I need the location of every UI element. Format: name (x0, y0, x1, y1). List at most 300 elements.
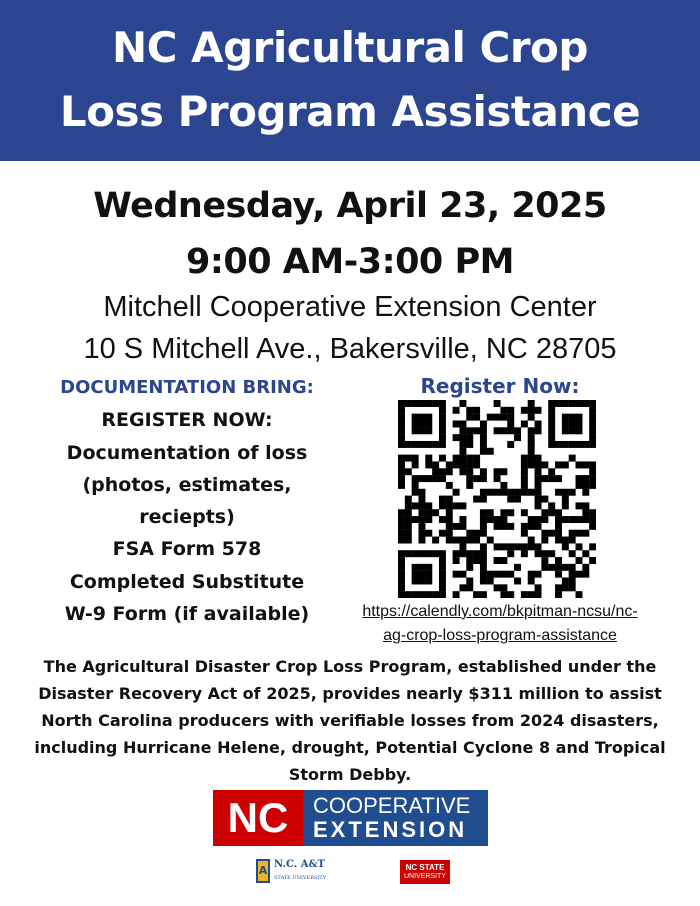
qr-module (562, 400, 569, 407)
qr-module (562, 420, 569, 427)
qr-module (589, 441, 596, 448)
venue: Mitchell Cooperative Extension Center (103, 291, 597, 323)
qr-module (439, 475, 446, 482)
qr-module (548, 420, 555, 427)
qr-module (569, 427, 576, 434)
qr-module (548, 509, 555, 516)
qr-module (412, 502, 419, 509)
qr-module (535, 482, 542, 489)
qr-module (500, 591, 507, 598)
qr-module (569, 455, 576, 462)
qr-module (541, 537, 548, 544)
qr-module (480, 578, 487, 585)
qr-module (425, 530, 432, 537)
qr-module (507, 571, 514, 578)
qr-module (439, 468, 446, 475)
qr-module (500, 523, 507, 530)
qr-module (453, 591, 460, 598)
qr-module (466, 475, 473, 482)
qr-module (473, 455, 480, 462)
qr-module (548, 400, 555, 407)
qr-module (398, 468, 405, 475)
register-section (340, 372, 660, 648)
qr-module (500, 427, 507, 434)
qr-module (418, 420, 425, 427)
qr-module (412, 550, 419, 557)
qr-module (507, 407, 514, 414)
qr-module (576, 420, 583, 427)
qr-module (487, 414, 494, 421)
qr-module (521, 468, 528, 475)
qr-module (569, 537, 576, 544)
qr-module (507, 441, 514, 448)
qr-module (589, 516, 596, 523)
nc-mark: NC (213, 790, 303, 846)
qr-module (439, 516, 446, 523)
qr-module (473, 537, 480, 544)
qr-module (500, 489, 507, 496)
qr-module (432, 591, 439, 598)
qr-module (487, 516, 494, 523)
qr-module (418, 414, 425, 421)
qr-module (439, 441, 446, 448)
qr-module (480, 496, 487, 503)
qr-module (466, 455, 473, 462)
qr-module (528, 434, 535, 441)
qr-module (446, 496, 453, 503)
qr-module (569, 489, 576, 496)
qr-module (555, 591, 562, 598)
event-location (0, 286, 700, 370)
qr-module (466, 468, 473, 475)
qr-module (473, 414, 480, 421)
qr-module (562, 441, 569, 448)
qr-module (405, 400, 412, 407)
qr-module (473, 427, 480, 434)
qr-module (548, 564, 555, 571)
qr-module (425, 455, 432, 462)
qr-module (555, 475, 562, 482)
qr-module (494, 489, 501, 496)
qr-module (541, 564, 548, 571)
qr-module (582, 564, 589, 571)
qr-module (507, 420, 514, 427)
qr-module (480, 441, 487, 448)
aandt-icon: A (256, 859, 270, 883)
qr-module (535, 543, 542, 550)
qr-module (576, 557, 583, 564)
title-line-1: NC Agricultural Crop (112, 23, 588, 72)
qr-module (425, 509, 432, 516)
qr-module (398, 434, 405, 441)
qr-module (555, 509, 562, 516)
qr-module (473, 475, 480, 482)
qr-module (562, 414, 569, 421)
qr-module (555, 461, 562, 468)
qr-module (548, 441, 555, 448)
qr-module (569, 516, 576, 523)
qr-module (521, 407, 528, 414)
qr-module (398, 557, 405, 564)
qr-module (535, 420, 542, 427)
qr-module (405, 468, 412, 475)
qr-module (459, 420, 466, 427)
qr-module (535, 489, 542, 496)
qr-module (548, 434, 555, 441)
qr-module (398, 400, 405, 407)
qr-module (459, 448, 466, 455)
qr-module (507, 427, 514, 434)
qr-module (494, 543, 501, 550)
qr-module (582, 400, 589, 407)
qr-module (500, 584, 507, 591)
qr-module (576, 482, 583, 489)
qr-module (412, 414, 419, 421)
qr-module (541, 530, 548, 537)
qr-module (418, 427, 425, 434)
qr-module (487, 578, 494, 585)
qr-module (459, 455, 466, 462)
qr-module (459, 427, 466, 434)
qr-module (535, 407, 542, 414)
qr-module (535, 584, 542, 591)
qr-module (500, 482, 507, 489)
qr-module (453, 537, 460, 544)
qr-module (473, 557, 480, 564)
qr-module (480, 557, 487, 564)
qr-module (398, 475, 405, 482)
qr-module (576, 571, 583, 578)
qr-module (494, 475, 501, 482)
qr-module (466, 414, 473, 421)
qr-module (521, 489, 528, 496)
url-line-1[interactable]: https://calendly.com/bkpitman-ncsu/nc- (362, 603, 638, 620)
qr-module (480, 420, 487, 427)
qr-module (418, 571, 425, 578)
qr-module (528, 516, 535, 523)
qr-module (576, 400, 583, 407)
qr-module (582, 475, 589, 482)
aandt-name: N.C. A&T (274, 858, 325, 870)
doc-item: FSA Form 578 (112, 538, 262, 561)
qr-module (418, 475, 425, 482)
qr-code[interactable] (398, 400, 596, 598)
url-line-2[interactable]: ag-crop-loss-program-assistance (383, 627, 617, 644)
qr-module (548, 550, 555, 557)
qr-module (432, 537, 439, 544)
qr-module (562, 516, 569, 523)
qr-module (576, 543, 583, 550)
program-description: The Agricultural Disaster Crop Loss Program, established under the Disaster Recovery Act of 2025, provides nearly $311 million to assist North Carolina producers with verifiable losses from 2024 disasters, including Hurricane Helene, drought, Potential Cyclone 8 and Tropical Storm Debby. (34, 657, 666, 784)
qr-module (500, 516, 507, 523)
qr-module (569, 571, 576, 578)
address: 10 S Mitchell Ave., Bakersville, NC 28705 (83, 333, 617, 365)
qr-module (480, 530, 487, 537)
qr-module (480, 516, 487, 523)
qr-module (589, 509, 596, 516)
qr-module (459, 502, 466, 509)
qr-module (425, 414, 432, 421)
qr-module (576, 516, 583, 523)
qr-module (562, 461, 569, 468)
qr-module (514, 578, 521, 585)
register-heading: Register Now: (420, 374, 580, 398)
nc-aandt-logo (256, 859, 326, 883)
qr-module (412, 461, 419, 468)
qr-module (405, 509, 412, 516)
qr-module (466, 537, 473, 544)
qr-module (446, 502, 453, 509)
qr-module (466, 557, 473, 564)
qr-module (466, 530, 473, 537)
qr-module (459, 468, 466, 475)
qr-module (446, 530, 453, 537)
qr-module (535, 571, 542, 578)
qr-module (507, 414, 514, 421)
registration-link[interactable] (340, 600, 660, 648)
qr-module (439, 550, 446, 557)
qr-module (473, 530, 480, 537)
qr-module (541, 461, 548, 468)
qr-module (398, 537, 405, 544)
qr-module (562, 496, 569, 503)
qr-module (398, 571, 405, 578)
qr-module (528, 455, 535, 462)
qr-module (412, 591, 419, 598)
qr-module (459, 461, 466, 468)
qr-module (412, 516, 419, 523)
qr-module (473, 496, 480, 503)
qr-module (480, 468, 487, 475)
qr-module (528, 578, 535, 585)
qr-module (507, 523, 514, 530)
qr-module (412, 578, 419, 585)
qr-module (418, 578, 425, 585)
qr-module (446, 537, 453, 544)
qr-module (425, 427, 432, 434)
qr-module (453, 489, 460, 496)
qr-module (418, 550, 425, 557)
qr-module (494, 427, 501, 434)
nc-state-logo (400, 860, 450, 884)
qr-module (514, 496, 521, 503)
qr-module (500, 543, 507, 550)
qr-module (439, 407, 446, 414)
qr-module (521, 523, 528, 530)
qr-module (494, 584, 501, 591)
qr-module (398, 482, 405, 489)
qr-module (439, 584, 446, 591)
qr-module (405, 441, 412, 448)
qr-module (582, 550, 589, 557)
qr-module (582, 530, 589, 537)
qr-module (521, 461, 528, 468)
qr-module (398, 584, 405, 591)
qr-module (507, 550, 514, 557)
qr-module (459, 441, 466, 448)
qr-module (528, 523, 535, 530)
qr-module (555, 537, 562, 544)
qr-module (562, 578, 569, 585)
qr-module (466, 584, 473, 591)
qr-module (453, 557, 460, 564)
qr-module (398, 591, 405, 598)
qr-module (418, 537, 425, 544)
qr-module (480, 434, 487, 441)
qr-module (555, 516, 562, 523)
qr-module (555, 400, 562, 407)
qr-module (418, 489, 425, 496)
qr-module (494, 523, 501, 530)
qr-module (425, 502, 432, 509)
qr-module (528, 543, 535, 550)
qr-module (548, 427, 555, 434)
qr-module (432, 468, 439, 475)
qr-module (521, 455, 528, 462)
qr-module (453, 420, 460, 427)
qr-module (412, 455, 419, 462)
qr-module (453, 455, 460, 462)
event-time: 9:00 AM-3:00 PM (186, 242, 514, 282)
qr-module (480, 475, 487, 482)
qr-module (425, 461, 432, 468)
qr-module (425, 578, 432, 585)
qr-module (576, 414, 583, 421)
qr-module (412, 420, 419, 427)
qr-module (535, 550, 542, 557)
qr-module (500, 509, 507, 516)
qr-module (548, 414, 555, 421)
qr-module (453, 550, 460, 557)
qr-module (576, 475, 583, 482)
qr-module (405, 550, 412, 557)
qr-module (480, 571, 487, 578)
doc-item: Completed Substitute (69, 570, 305, 593)
qr-module (446, 468, 453, 475)
qr-module (425, 516, 432, 523)
qr-module (507, 509, 514, 516)
qr-module (582, 461, 589, 468)
qr-module (405, 591, 412, 598)
qr-module (480, 550, 487, 557)
qr-module (453, 502, 460, 509)
qr-module (521, 550, 528, 557)
qr-module (494, 400, 501, 407)
ext-text: EXTENSION (313, 817, 468, 842)
qr-module (466, 578, 473, 585)
qr-module (535, 475, 542, 482)
qr-module (398, 441, 405, 448)
qr-module (555, 557, 562, 564)
qr-module (487, 509, 494, 516)
qr-module (432, 509, 439, 516)
qr-module (418, 509, 425, 516)
qr-module (439, 530, 446, 537)
qr-module (418, 591, 425, 598)
qr-module (398, 578, 405, 585)
qr-module (418, 400, 425, 407)
qr-module (446, 516, 453, 523)
qr-module (425, 564, 432, 571)
qr-module (487, 537, 494, 544)
qr-module (541, 496, 548, 503)
qr-module (439, 571, 446, 578)
ncstate-sub: UNIVERSITY (403, 873, 446, 880)
qr-module (589, 414, 596, 421)
qr-module (541, 550, 548, 557)
qr-module (418, 441, 425, 448)
qr-module (425, 420, 432, 427)
qr-module (453, 571, 460, 578)
qr-module (459, 434, 466, 441)
qr-module (446, 461, 453, 468)
qr-module (589, 434, 596, 441)
documentation-heading: DOCUMENTATION BRING: (60, 377, 314, 398)
qr-module (562, 537, 569, 544)
qr-module (521, 530, 528, 537)
coop-ext-text (303, 790, 488, 846)
qr-module (528, 571, 535, 578)
qr-module (555, 564, 562, 571)
qr-module (569, 420, 576, 427)
qr-module (439, 578, 446, 585)
qr-module (562, 502, 569, 509)
qr-module (439, 502, 446, 509)
qr-module (459, 523, 466, 530)
qr-module (480, 448, 487, 455)
qr-module (562, 489, 569, 496)
qr-module (582, 441, 589, 448)
qr-module (412, 482, 419, 489)
qr-module (412, 489, 419, 496)
qr-module (589, 427, 596, 434)
qr-module (528, 537, 535, 544)
qr-module (589, 407, 596, 414)
qr-module (459, 550, 466, 557)
qr-module (569, 578, 576, 585)
qr-module (521, 509, 528, 516)
qr-module (569, 584, 576, 591)
qr-module (405, 523, 412, 530)
qr-module (576, 502, 583, 509)
qr-module (466, 461, 473, 468)
qr-module (562, 564, 569, 571)
qr-module (521, 420, 528, 427)
qr-module (528, 400, 535, 407)
qr-module (439, 496, 446, 503)
qr-module (548, 502, 555, 509)
qr-module (589, 475, 596, 482)
qr-module (480, 591, 487, 598)
qr-module (500, 557, 507, 564)
qr-module (521, 482, 528, 489)
qr-module (555, 530, 562, 537)
qr-module (541, 509, 548, 516)
qr-module (528, 441, 535, 448)
qr-module (541, 516, 548, 523)
title-line-2: Loss Program Assistance (59, 87, 641, 136)
qr-module (535, 468, 542, 475)
qr-module (555, 523, 562, 530)
qr-module (466, 482, 473, 489)
doc-item: REGISTER NOW: (101, 409, 273, 432)
qr-module (446, 509, 453, 516)
qr-module (398, 523, 405, 530)
qr-module (576, 530, 583, 537)
qr-module (480, 509, 487, 516)
qr-module (425, 400, 432, 407)
qr-module (446, 482, 453, 489)
